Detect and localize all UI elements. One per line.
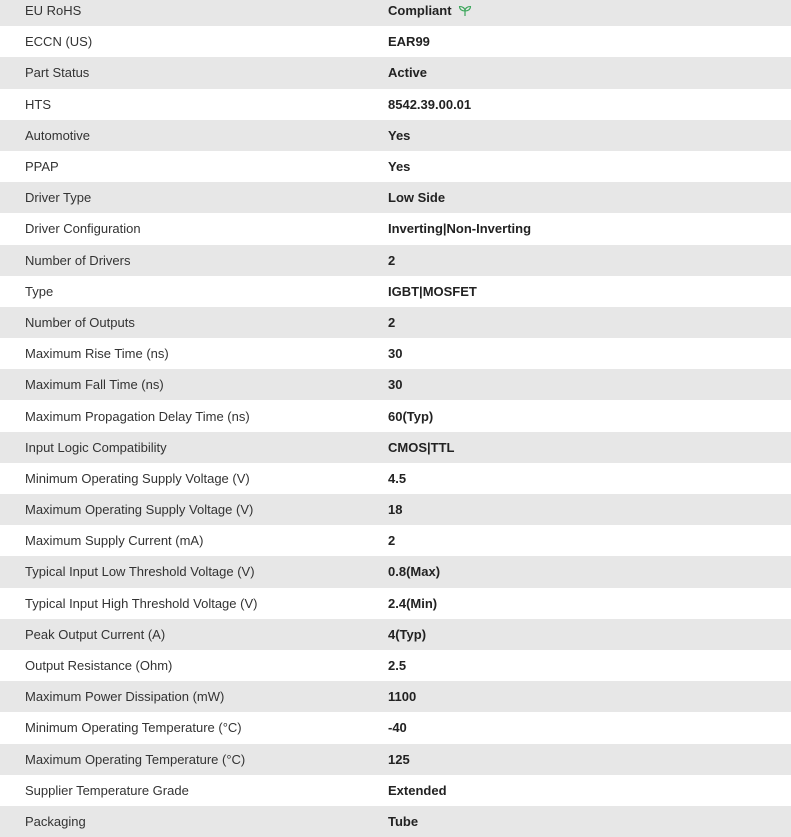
spec-value	[388, 159, 791, 174]
spec-value-text: 60(Typ)	[388, 408, 434, 424]
spec-row	[0, 712, 791, 743]
spec-value-text: 4.5	[388, 470, 407, 486]
spec-label: Minimum Operating Supply Voltage (V)	[25, 470, 250, 486]
spec-value	[388, 564, 791, 579]
spec-label: Packaging	[25, 813, 86, 829]
spec-value	[388, 720, 791, 735]
spec-value-text: 125	[388, 751, 410, 767]
spec-label: Input Logic Compatibility	[25, 439, 167, 455]
spec-row	[0, 775, 791, 806]
spec-value-text: 2	[388, 252, 396, 268]
spec-label: Maximum Rise Time (ns)	[25, 346, 169, 362]
spec-label: Output Resistance (Ohm)	[25, 658, 173, 674]
spec-label: ECCN (US)	[25, 34, 93, 50]
spec-label: HTS	[25, 96, 51, 112]
spec-value	[388, 128, 791, 143]
spec-row	[0, 89, 791, 120]
spec-value	[388, 814, 791, 829]
spec-label: Minimum Operating Temperature (°C)	[25, 720, 242, 736]
spec-label: Maximum Propagation Delay Time (ns)	[25, 408, 250, 424]
spec-value	[388, 471, 791, 486]
spec-row	[0, 0, 791, 26]
spec-row	[0, 588, 791, 619]
spec-row	[0, 151, 791, 182]
spec-value	[388, 3, 791, 18]
spec-row	[0, 681, 791, 712]
spec-row	[0, 432, 791, 463]
spec-value-text: Active	[388, 65, 428, 81]
spec-label: Number of Outputs	[25, 314, 135, 330]
spec-row	[0, 619, 791, 650]
spec-label: Typical Input High Threshold Voltage (V)	[25, 595, 258, 611]
spec-row	[0, 245, 791, 276]
spec-label: Maximum Fall Time (ns)	[25, 377, 164, 393]
spec-row	[0, 744, 791, 775]
spec-label: Typical Input Low Threshold Voltage (V)	[25, 564, 255, 580]
spec-label: Automotive	[25, 127, 91, 143]
spec-label: Type	[25, 283, 54, 299]
spec-value	[388, 689, 791, 704]
spec-row	[0, 463, 791, 494]
spec-row	[0, 556, 791, 587]
spec-label: Part Status	[25, 65, 90, 81]
spec-value-text: 2.4(Min)	[388, 595, 438, 611]
spec-value-text: 4(Typ)	[388, 626, 427, 642]
spec-value-text: EAR99	[388, 34, 430, 50]
spec-row	[0, 213, 791, 244]
spec-value-text: 1100	[388, 689, 417, 705]
spec-label: Maximum Operating Supply Voltage (V)	[25, 502, 254, 518]
leaf-icon	[458, 5, 472, 17]
spec-value	[388, 627, 791, 642]
spec-value-text: Extended	[388, 782, 447, 798]
spec-label: Driver Type	[25, 190, 92, 206]
spec-value-text: 2	[388, 314, 396, 330]
spec-row	[0, 494, 791, 525]
spec-row	[0, 650, 791, 681]
spec-value-text: Inverting|Non-Inverting	[388, 221, 532, 237]
spec-value	[388, 34, 791, 49]
spec-label: Supplier Temperature Grade	[25, 782, 189, 798]
spec-label: Maximum Power Dissipation (mW)	[25, 689, 225, 705]
spec-value-text: 8542.39.00.01	[388, 96, 472, 112]
spec-value-text: Compliant	[388, 3, 452, 19]
spec-value-text: 2.5	[388, 658, 407, 674]
spec-value	[388, 65, 791, 80]
spec-row	[0, 400, 791, 431]
spec-value-text: 18	[388, 502, 403, 518]
spec-row	[0, 182, 791, 213]
spec-value-text: Yes	[388, 159, 411, 175]
spec-label: Peak Output Current (A)	[25, 626, 166, 642]
spec-label: Maximum Operating Temperature (°C)	[25, 751, 246, 767]
spec-value	[388, 502, 791, 517]
spec-value-text: 30	[388, 346, 403, 362]
spec-row	[0, 806, 791, 837]
spec-value-text: -40	[388, 720, 407, 736]
spec-value-text: 0.8(Max)	[388, 564, 441, 580]
spec-value	[388, 440, 791, 455]
spec-value-text: Tube	[388, 813, 419, 829]
spec-value-text: CMOS|TTL	[388, 439, 455, 455]
spec-row	[0, 525, 791, 556]
spec-value	[388, 97, 791, 112]
spec-row	[0, 307, 791, 338]
spec-value	[388, 221, 791, 236]
spec-value	[388, 658, 791, 673]
spec-value	[388, 315, 791, 330]
spec-row	[0, 276, 791, 307]
spec-value	[388, 596, 791, 611]
spec-label: EU RoHS	[25, 3, 82, 19]
spec-value	[388, 533, 791, 548]
spec-value-text: Yes	[388, 127, 411, 143]
spec-value	[388, 409, 791, 424]
spec-value-text: IGBT|MOSFET	[388, 283, 477, 299]
spec-value	[388, 377, 791, 392]
spec-value	[388, 253, 791, 268]
spec-value	[388, 783, 791, 798]
spec-label: Number of Drivers	[25, 252, 131, 268]
spec-value	[388, 752, 791, 767]
spec-value	[388, 284, 791, 299]
spec-value	[388, 346, 791, 361]
spec-label: Driver Configuration	[25, 221, 141, 237]
spec-row	[0, 26, 791, 57]
spec-row	[0, 120, 791, 151]
spec-label: Maximum Supply Current (mA)	[25, 533, 204, 549]
spec-value	[388, 190, 791, 205]
spec-value-text: Low Side	[388, 190, 446, 206]
spec-row	[0, 369, 791, 400]
spec-label: PPAP	[25, 159, 59, 175]
spec-row	[0, 57, 791, 88]
spec-value-text: 2	[388, 533, 396, 549]
spec-row	[0, 338, 791, 369]
spec-value-text: 30	[388, 377, 403, 393]
